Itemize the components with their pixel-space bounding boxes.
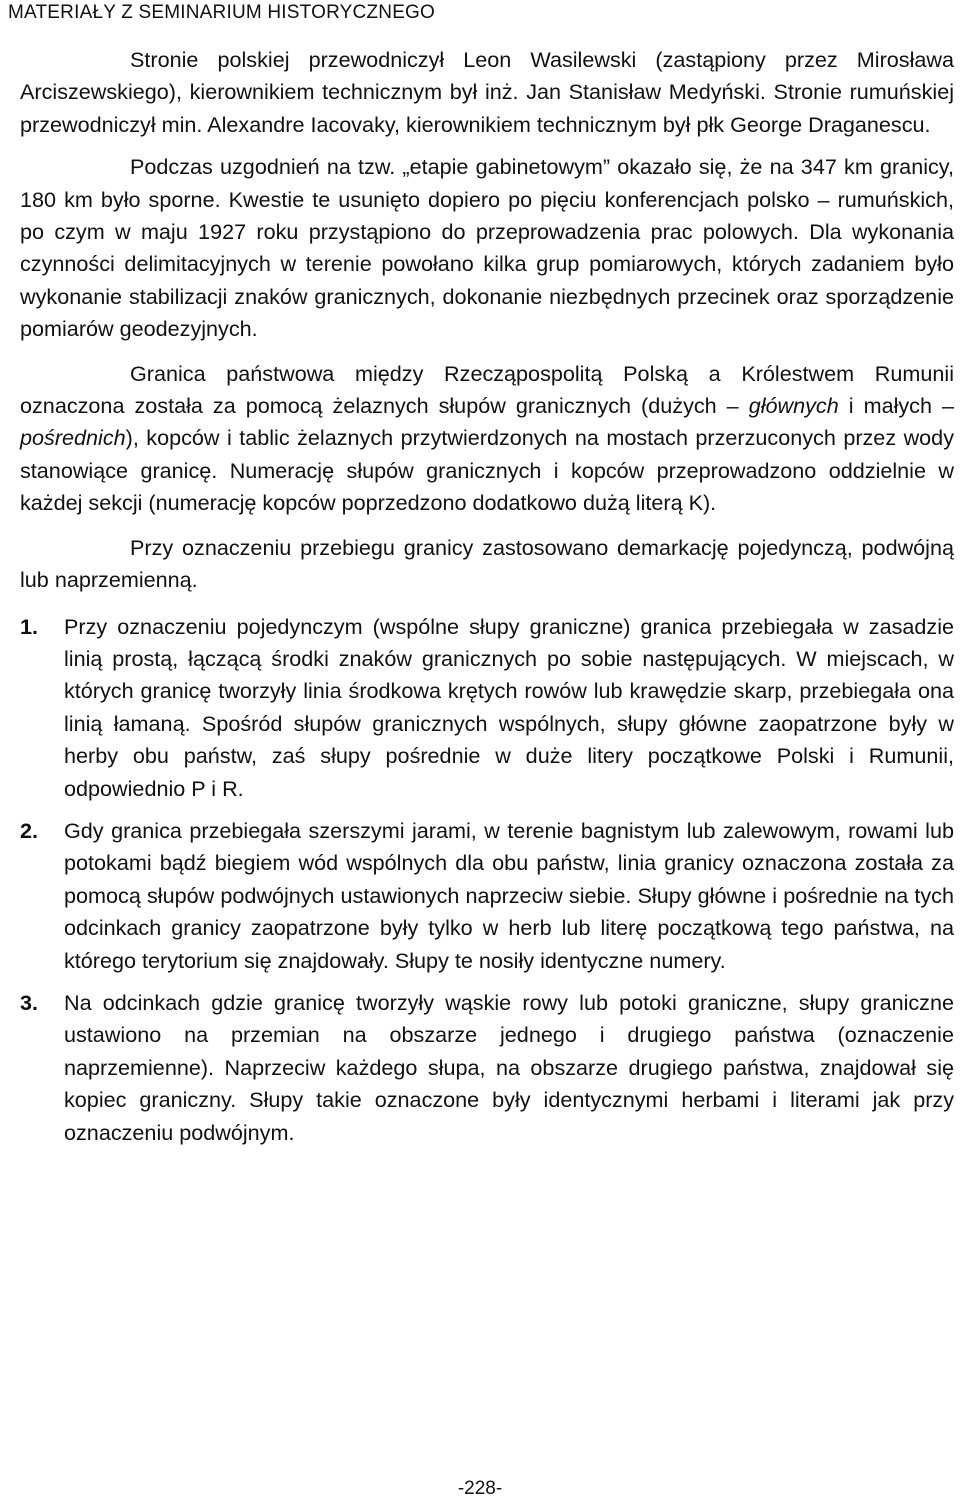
paragraph-border-markers-text-3: ), kopców i tablic żelaznych przytwierdzonych na mostach przerzuconych przez wody stanowiące granicę. Numerację słupów granicznych i kopców przeprowadzono oddzielnie w każdej sekcji (numerację kopców poprzedzono dodatkowo dużą literą K). [20, 425, 954, 516]
list-item [20, 815, 954, 977]
list-item-number: 2. [20, 817, 39, 843]
paragraph-border-markers-text-2: i małych – [838, 393, 954, 419]
list-item-number: 3. [20, 989, 39, 1015]
paragraph-border-markers [20, 358, 954, 520]
paragraph-demarcation-types: Przy oznaczeniu przebiegu granicy zastosowano demarkację pojedynczą, podwójną lub naprzemienną. [20, 534, 954, 593]
document-body [20, 44, 954, 1149]
list-item-text: Na odcinkach gdzie granicę tworzyły wąskie rowy lub potoki graniczne, słupy graniczne ustawiono na przemian na obszarze jednego i drugiego państwa (oznaczenie naprzemienne). Naprzeciw każdego słupa, na obszarze drugiego państwa, znajdował się kopiec graniczny. Słupy takie oznaczone były identycznymi herbami i literami jak przy oznaczeniu podwójnym. [64, 989, 954, 1145]
italic-term-main: głównych [748, 393, 839, 419]
list-item-text: Przy oznaczeniu pojedynczym (wspólne słupy graniczne) granica przebiegała w zasadzie linią prostą, łączącą środki znaków granicznych po sobie następujących. W miejscach, w których granicę tworzyły linia środkowa krętych rowów lub krawędzie skarp, przebiegała ona linią łamaną. Spośród słupów granicznych wspólnych, słupy główne zaopatrzone były w herby obu państw, zaś słupy pośrednie w duże litery początkowe Polski i Rumunii, odpowiednio P i R. [64, 613, 954, 801]
list-item [20, 987, 954, 1149]
paragraph-delimitation: Podczas uzgodnień na tzw. „etapie gabinetowym” okazało się, że na 347 km granicy, 180 km było sporne. Kwestie te usunięto dopiero po pięciu konferencjach polsko – rumuńskich, po czym w maju 1927 roku przystąpiono do przeprowadzenia prac polowych. Dla wykonania czynności delimitacyjnych w terenie powołano kilka grup pomiarowych, których zadaniem było wykonanie stabilizacji znaków granicznych, dokonanie niezbędnych przecinek oraz sporządzenie pomiarów geodezyjnych. [20, 154, 954, 342]
italic-term-intermediate: pośrednich [20, 425, 126, 451]
list-item [20, 611, 954, 805]
running-header: MATERIAŁY Z SEMINARIUM HISTORYCZNEGO [8, 2, 436, 23]
paragraph-commission-leaders: Stronie polskiej przewodniczył Leon Wasilewski (zastąpiony przez Mirosława Arciszewskiego), kierownikiem technicznym był inż. Jan Stanisław Medyński. Stronie rumuńskiej przewodniczył min. Alexandre Iacovaky, kierownikiem technicznym był płk George Draganescu. [20, 47, 954, 137]
list-item-number: 1. [20, 613, 39, 639]
paragraph-border-markers-text-1: Granica państwowa między Rzecząpospolitą Polską a Królestwem Rumunii oznaczona została za pomocą żelaznych słupów granicznych (dużych – [20, 360, 954, 419]
list-item-text: Gdy granica przebiegała szerszymi jarami, w terenie bagnistym lub zalewowym, rowami lub potokami bądź biegiem wód wspólnych dla obu państw, linia granicy oznaczona została za pomocą słupów podwójnych ustawionych naprzeciw siebie. Słupy główne i pośrednie na tych odcinkach granicy zaopatrzone były tylko w herb lub literę początkową tego państwa, na którego terytorium się znajdowały. Słupy te nosiły identyczne numery. [64, 817, 954, 973]
page-number: -228- [457, 1478, 503, 1499]
